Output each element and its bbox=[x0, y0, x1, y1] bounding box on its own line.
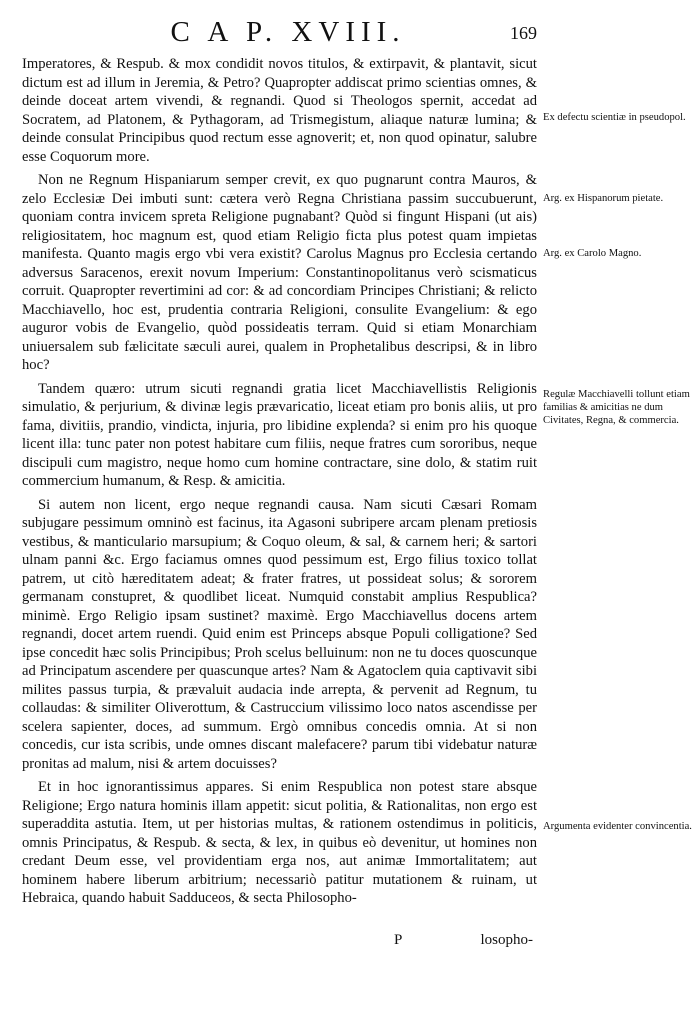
margin-note-3: Arg. ex Carolo Magno. bbox=[543, 248, 642, 259]
main-text-column bbox=[22, 55, 537, 913]
page-footer bbox=[22, 932, 537, 956]
signature-mark: P bbox=[394, 932, 403, 948]
paragraph-5: Et in hoc ignorantissimus appares. Si enim Respublica non potest stare absque Religione; Ergo natura hominis illam appetit: sicut politia, & Rationalitas, non ergo est superaddita astutia. Item, ut per historias multas, & rationem ostendimus in politicis, omnis Principatus, & Respub. & secta, & lex, in quibus eò devenitur, ut homines non credant Deum esse, vel providentiam erga nos, aut animæ Immortalitatem; aut hominem habere liberum arbitrium; necessariò patitur mutationem & ruinam, ut Hebraica, quando habuit Sadduceos, & secta Philosopho- bbox=[22, 779, 537, 906]
catchword: losopho- bbox=[480, 932, 533, 948]
paragraph-4: Si autem non licent, ergo neque regnandi causa. Nam sicuti Cæsari Romam subjugare pessimum omninò est facinus, ita Agasoni subripere arcam plenam pretiosis vestibus, & manticulario marsupium; & Coquo oleum, & sal, & carnem heri; & sartori ulnam panni &c. Ergo faciamus omnes quod pessimum est, Ergo filius toxico tollat patrem, ut citò hæreditatem adeat; & frater fratres, ut possideat solus; & sororem germanam constupret, & quodlibet liceat. Numquid constabit amplius Respublica? minimè. Ergo Religio ipsam sustinet? maximè. Ergo Macchiavellus docens artem regnandi, docet artem ruendi. Quid enim est Princeps absque Populi colligatione? Sed ipse concedit hæc solis Principibus; Proh scelus belluinum: non ne tu doces quoscunque ad Principatum ascendere per quascunque artes? Nam & Agatoclem quia captivavit sibi milites passus turpia, & prævaluit audacia inde arrepta, & pervenit ad Regnum, tu collaudas: & similiter Oliverottum, & Castruccium vilissimo loco natos ascendisse per scelera sapienter, doces, ad summum. Ergò omnibus concedis omnia. At si non concedis, cur ista scribis, unde omnes discant malefacere? parum tibi videbatur naturæ pronitas ad malum, nisi & artem docuisses? bbox=[22, 496, 537, 772]
chapter-heading: C A P. XVIII. bbox=[170, 16, 406, 48]
margin-note-2: Arg. ex Hispanorum pietate. bbox=[543, 193, 664, 204]
paragraph-1: Imperatores, & Respub. & mox condidit novos titulos, & extirpavit, & plantavit, sicut dictum est ad illum in Jeremia, & Petro? Quapropter addiscat primo scientias omnes, & deinde doceat artem vivendi, & regnandi. Quod si Theologos spernit, accedat ad Socratem, ad Platonem, & Pythagoram, ad Trismegistum, aliaque naturæ lumina; & deinde consulat Principibus quod rectum esse agnoverit; et, non quod opinatur, salubre esse Coquorum more. bbox=[22, 56, 537, 165]
page-number: 169 bbox=[510, 23, 537, 43]
margin-note-1: Ex defectu scientiæ in pseudopol. bbox=[543, 112, 686, 123]
margin-note-5: Argumenta evidenter convincentia. bbox=[543, 821, 692, 832]
running-header bbox=[0, 14, 700, 50]
paragraph-3: Tandem quæro: utrum sicuti regnandi gratia licet Macchiavellistis Religionis simulatio, & perjurium, & divinæ legis prævaricatio, liceat etiam pro bonis aliis, ut pro fama, divitiis, prandio, vindicta, injuria, pro libidine explenda? si enim pro his quoque licent illa: tunc pater non potest habitare cum filiis, neque fratres cum sororibus, neque discipuli cum magistro, neque homo cum homine contractare, sine dolo, & statim ruit commercium humanum, & Resp. & amicitia. bbox=[22, 380, 537, 489]
margin-note-4: Regulæ Macchiavelli tollunt etiam familias & amicitias ne dum Civitates, Regna, & commercia. bbox=[543, 389, 690, 426]
paragraph-2: Non ne Regnum Hispaniarum semper crevit, ex quo pugnarunt contra Mauros, & zelo Ecclesiæ Dei imbuti sunt: cætera verò Regna Christiana passim succubuerunt, quoniam contra invicem spreta Religione pugnabant? Quòd si fingunt Hispani (ut ais) religiositatem, hoc magnum est, quod etiam Religio ficta plus potest quam impietas manifesta. Quanto magis ergo vbi vera existit? Carolus Magnus pro Ecclesia certando adversus Saracenos, erexit novum Imperium: Constantinopolitanus verò scismaticus corruit. Quapropter revertimini ad cor: & ad concordiam Principes Christiani; & relicto Macchiavello, hoc est, prudentia contraria Religioni, consulite Evangelium: & ego auguror vobis de Evangelio, quòd possideatis terram. Quid si etiam Monarchiam uniuersalem sub fælicitate sæculi aurei, qualem in Prophetalibus descripsi, & in libro hoc? bbox=[22, 172, 537, 373]
